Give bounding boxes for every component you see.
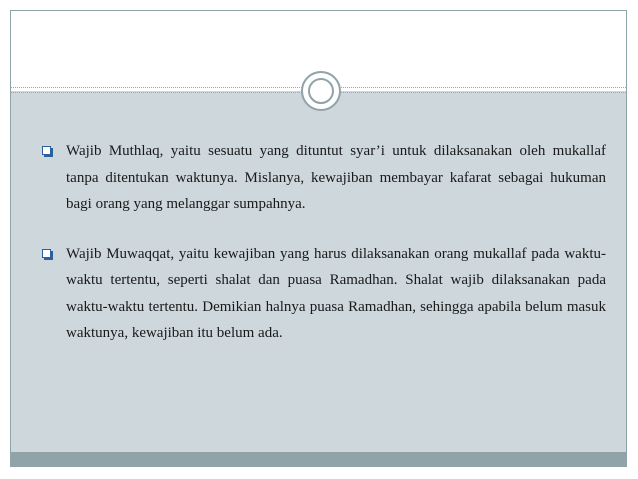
- circle-ornament-icon: [301, 71, 341, 111]
- checkbox-square-icon: [42, 146, 51, 155]
- bottom-bar: [11, 452, 626, 466]
- bullet-list: [38, 138, 606, 370]
- circle-ornament-inner: [308, 78, 334, 104]
- slide: [10, 10, 627, 467]
- bullet-text: Wajib Muwaqqat, yaitu kewajiban yang harus dilaksanakan orang mukallaf pada waktu-waktu tertentu, seperti shalat dan puasa Ramadhan. Shalat wajib dilaksanakan pada waktu-waktu tertentu. Demikian halnya puasa Ramadhan, sehingga apabila belum masuk waktunya, kewajiban itu belum ada.: [66, 245, 606, 341]
- bullet-text: Wajib Muthlaq, yaitu sesuatu yang dituntut syar’i untuk dilaksanakan oleh mukallaf tanpa ditentukan waktunya. Mislanya, kewajiban membayar kafarat sebagai hukuman bagi orang yang melanggar sumpahnya.: [66, 143, 606, 212]
- checkbox-square-icon: [42, 249, 51, 258]
- bullet-item-wajib-muthlaq: [38, 138, 606, 218]
- bullet-item-wajib-muwaqqat: [38, 241, 606, 347]
